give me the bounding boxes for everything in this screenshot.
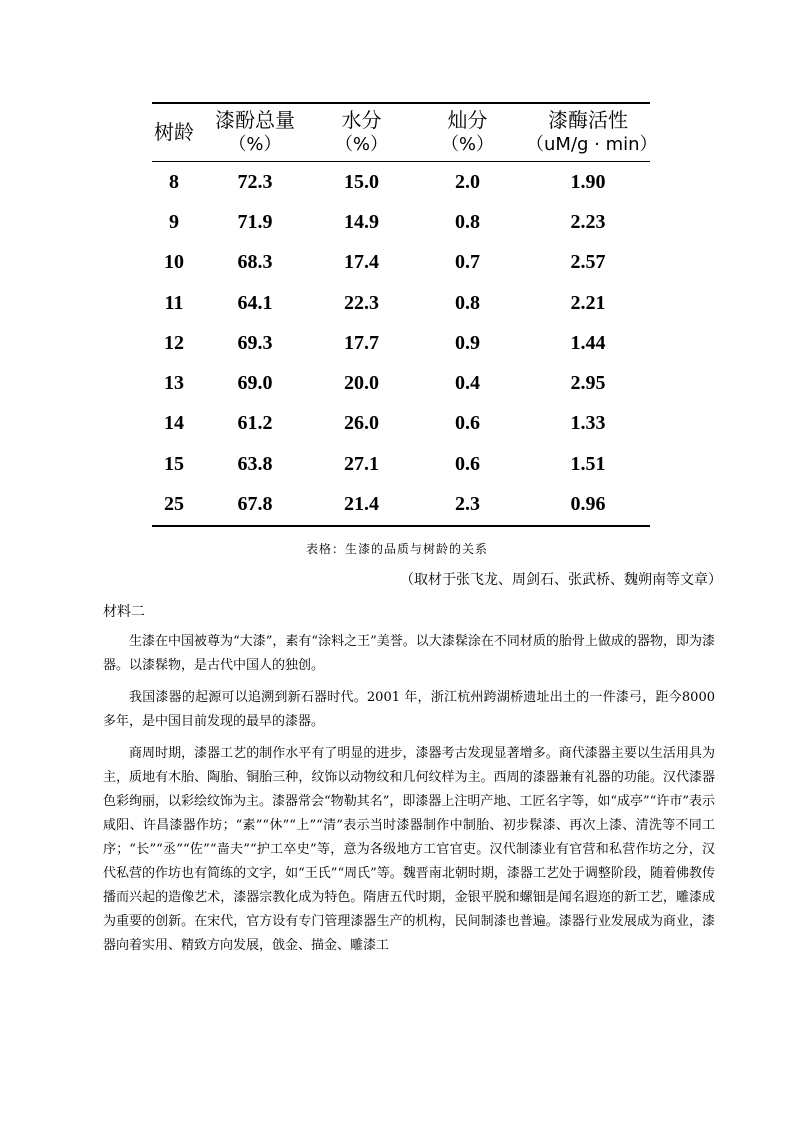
cell-ash: 0.7 bbox=[455, 251, 480, 274]
cell-enzyme: 2.21 bbox=[570, 291, 606, 314]
header-ash-unit: （%） bbox=[440, 134, 495, 155]
cell-phenol: 71.9 bbox=[237, 210, 273, 233]
table-row bbox=[152, 404, 650, 444]
cell-water: 15.0 bbox=[344, 170, 379, 193]
cell-age: 12 bbox=[164, 331, 184, 354]
paragraph: 生漆在中国被尊为“大漆”，素有“涂料之王”美誉。以大漆髹涂在不同材质的胎骨上做成的器物，即为漆器。以漆髹物，是古代中国人的独创。 bbox=[103, 634, 715, 673]
cell-age: 9 bbox=[169, 210, 179, 233]
table-row bbox=[152, 484, 650, 525]
cell-ash: 0.6 bbox=[455, 412, 480, 435]
cell-ash: 0.6 bbox=[455, 452, 480, 475]
cell-age: 25 bbox=[164, 493, 184, 516]
cell-age: 13 bbox=[164, 372, 184, 395]
cell-enzyme: 1.51 bbox=[570, 452, 606, 475]
cell-ash: 0.9 bbox=[455, 331, 480, 354]
header-water bbox=[314, 103, 409, 162]
cell-enzyme: 2.23 bbox=[570, 210, 606, 233]
lacquer-quality-table bbox=[152, 102, 658, 527]
header-phenol bbox=[196, 103, 314, 162]
cell-water: 26.0 bbox=[344, 412, 379, 435]
cell-age: 14 bbox=[164, 412, 184, 435]
table-row bbox=[152, 283, 650, 323]
cell-enzyme: 1.44 bbox=[570, 331, 606, 354]
paragraph: 商周时期，漆器工艺的制作水平有了明显的进步，漆器考古发现显著增多。商代漆器主要以生活用具为主，质地有木胎、陶胎、铜胎三种，纹饰以动物纹和几何纹样为主。西周的漆器兼有礼器的功能。汉代漆器色彩绚丽，以彩绘纹饰为主。漆器常会“物勒其名”，即漆器上注明产地、工匠名字等，如“成亭”“许市”表示咸阳、许昌漆器作坊；“素”“休”“上”“清”表示当时漆器制作中制胎、初步髹漆、再次上漆、清洗等不同工序；“长”“丞”“佐”“啬夫”“护工卒史”等，意为各级地方工官官吏。汉代制漆业有官营和私营作坊之分，汉代私营的作坊也有简练的文字，如“王氏”“周氏”等。魏晋南北朝时期，漆器工艺处于调整阶段，随着佛教传播而兴起的造像艺术，漆器宗教化成为特色。隋唐五代时期，金银平脱和螺钿是闻名遐迩的新工艺，雕漆成为重要的创新。在宋代，官方设有专门管理漆器生产的机构，民间制漆也普遍。漆器行业发展成为商业，漆器向着实用、精致方向发展，戗金、描金、雕漆工 bbox=[103, 746, 715, 953]
cell-enzyme: 1.90 bbox=[570, 170, 606, 193]
source-citation: （取材于张飞龙、周剑石、张武桥、魏朔南等文章） bbox=[400, 572, 722, 588]
table-row bbox=[152, 243, 650, 283]
cell-age: 10 bbox=[164, 251, 184, 274]
cell-water: 27.1 bbox=[344, 452, 379, 475]
header-water-label: 水分 bbox=[341, 108, 382, 132]
cell-ash: 0.8 bbox=[455, 291, 480, 314]
header-enzyme-label: 漆酶活性 bbox=[548, 108, 628, 132]
table-body bbox=[152, 162, 650, 526]
cell-enzyme: 2.57 bbox=[570, 251, 606, 274]
cell-enzyme: 1.33 bbox=[570, 412, 606, 435]
cell-water: 17.4 bbox=[344, 251, 379, 274]
table-row bbox=[152, 162, 650, 203]
cell-phenol: 61.2 bbox=[237, 412, 273, 435]
cell-enzyme: 2.95 bbox=[570, 372, 606, 395]
cell-water: 21.4 bbox=[344, 493, 379, 516]
cell-phenol: 63.8 bbox=[237, 452, 273, 475]
header-phenol-unit: （%） bbox=[228, 134, 282, 155]
header-enzyme bbox=[526, 103, 658, 162]
cell-phenol: 68.3 bbox=[237, 251, 273, 274]
paragraph: 我国漆器的起源可以追溯到新石器时代。2001 年，浙江杭州跨湖桥遗址出土的一件漆弓，距今8000多年，是中国目前发现的最早的漆器。 bbox=[103, 690, 715, 729]
section-title: 材料二 bbox=[103, 604, 145, 620]
cell-enzyme: 0.96 bbox=[570, 493, 606, 516]
header-ash bbox=[409, 103, 526, 162]
cell-age: 11 bbox=[164, 291, 184, 314]
cell-water: 14.9 bbox=[344, 210, 379, 233]
cell-ash: 0.4 bbox=[455, 372, 480, 395]
table-row bbox=[152, 444, 650, 484]
cell-phenol: 69.3 bbox=[237, 331, 273, 354]
table-row bbox=[152, 363, 650, 403]
header-row bbox=[152, 103, 650, 162]
header-phenol-label: 漆酚总量 bbox=[215, 108, 295, 132]
table-caption: 表格：生漆的品质与树龄的关系 bbox=[305, 542, 488, 556]
header-age: 树龄 bbox=[154, 120, 194, 144]
cell-ash: 2.0 bbox=[455, 170, 480, 193]
table-row bbox=[152, 202, 650, 242]
cell-phenol: 72.3 bbox=[237, 170, 273, 193]
cell-phenol: 69.0 bbox=[237, 372, 273, 395]
cell-water: 17.7 bbox=[344, 331, 379, 354]
cell-phenol: 64.1 bbox=[237, 291, 273, 314]
table-header bbox=[152, 103, 658, 162]
header-ash-label: 灿分 bbox=[447, 108, 488, 132]
header-enzyme-unit: （uM/g · min） bbox=[526, 134, 658, 155]
cell-age: 8 bbox=[169, 170, 179, 193]
cell-water: 20.0 bbox=[344, 372, 379, 395]
cell-age: 15 bbox=[164, 452, 184, 475]
cell-phenol: 67.8 bbox=[237, 493, 273, 516]
header-water-unit: （%） bbox=[334, 134, 389, 155]
cell-ash: 2.3 bbox=[455, 493, 480, 516]
body-text bbox=[103, 630, 715, 966]
table-row bbox=[152, 323, 650, 363]
cell-water: 22.3 bbox=[344, 291, 379, 314]
cell-ash: 0.8 bbox=[455, 210, 480, 233]
